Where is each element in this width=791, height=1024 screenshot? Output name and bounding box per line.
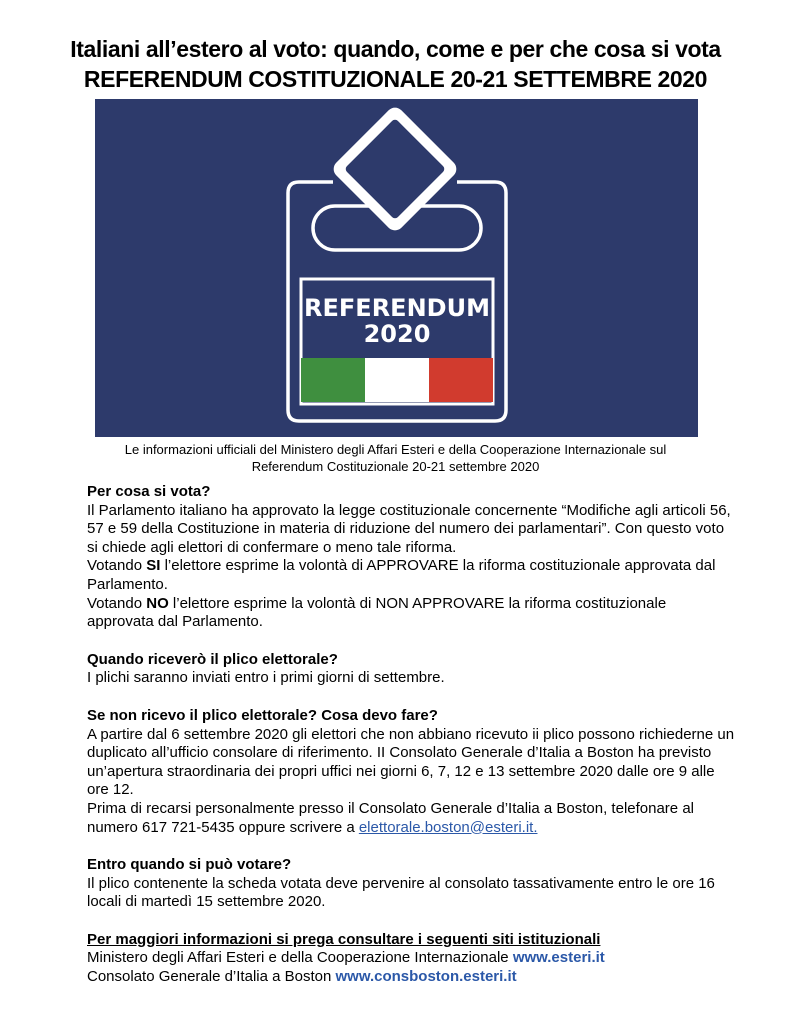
referendum-banner: [95, 99, 698, 437]
caption-line-1: Le informazioni ufficiali del Ministero degli Affari Esteri e della Cooperazione Internazionale sul: [124, 442, 667, 457]
consboston-link[interactable]: www.consboston.esteri.it: [335, 968, 517, 986]
banner-caption: [70, 441, 721, 475]
section-heading-deadline: Entro quando si può votare?: [87, 856, 292, 874]
section-deadline-text: Il plico contenente la scheda votata deve pervenire al consolato tassativamente entro le ore 16 locali di martedì 15 settembre 2020.: [87, 874, 715, 911]
section-heading-not-received: Se non ricevo il plico elettorale? Cosa devo fare?: [87, 706, 438, 724]
section-when-receive-text: I plichi saranno inviati entro i primi giorni di settembre.: [87, 669, 445, 687]
page-subtitle: REFERENDUM COSTITUZIONALE 20-21 SETTEMBRE 2020: [83, 66, 708, 92]
section-heading-what: Per cosa si vota?: [87, 483, 211, 500]
banner-year: 2020: [363, 320, 431, 348]
esteri-link[interactable]: www.esteri.it: [512, 949, 605, 967]
more-info-line-ministry: Ministero degli Affari Esteri e della Cooperazione Internazionale www.esteri.it: [87, 949, 605, 967]
section-not-received-text: A partire dal 6 settembre 2020 gli elettori che non abbiano ricevuto ii plico possono richiederne un duplicato all’ufficio consolare di riferimento. II Consolato Generale d’Italia a Boston ha previsto un’apertura straordinaria dei propri uffici nei giorni 6, 7, 12 e 13 settembre 2020 dalle ore 9 alle ore 12.: [87, 725, 735, 799]
article-body: [87, 483, 737, 987]
more-info-line-consulate: Consolato Generale d’Italia a Boston www.consboston.esteri.it: [87, 968, 517, 986]
page-title: Italiani all’estero al voto: quando, come e per che cosa si vota: [70, 36, 721, 62]
banner-word: REFERENDUM: [304, 294, 490, 322]
section-what-no: Votando NO l’elettore esprime la volontà di NON APPROVARE la riforma costituzionale approvata dal Parlamento.: [87, 594, 667, 631]
caption-line-2: Referendum Costituzionale 20-21 settembre 2020: [251, 459, 540, 474]
section-what-yes: Votando SI l’elettore esprime la volontà di APPROVARE la riforma costituzionale approvata dal Parlamento.: [87, 557, 716, 593]
flag-green-stripe: [301, 358, 365, 402]
section-heading-more-info: Per maggiori informazioni si prega consultare i seguenti siti istituzionali: [87, 930, 601, 948]
section-not-received-contact: Prima di recarsi personalmente presso il Consolato Generale d’Italia a Boston, telefonare al numero 617 721-5435 oppure scrivere a elettorale.boston@esteri.it.: [87, 799, 694, 836]
section-heading-when-receive: Quando riceverò il plico elettorale?: [87, 650, 338, 668]
flag-white-stripe: [365, 358, 429, 402]
email-link[interactable]: elettorale.boston@esteri.it.: [358, 818, 538, 836]
ballot-box-illustration: [95, 99, 698, 437]
flag-red-stripe: [429, 358, 493, 402]
section-what-intro: Il Parlamento italiano ha approvato la legge costituzionale concernente “Modifiche agli articoli 56, 57 e 59 della Costituzione in materia di riduzione del numero dei parlamentari”. Con questo voto si chiede agli elettori di confermare o meno tale riforma.: [87, 501, 731, 556]
